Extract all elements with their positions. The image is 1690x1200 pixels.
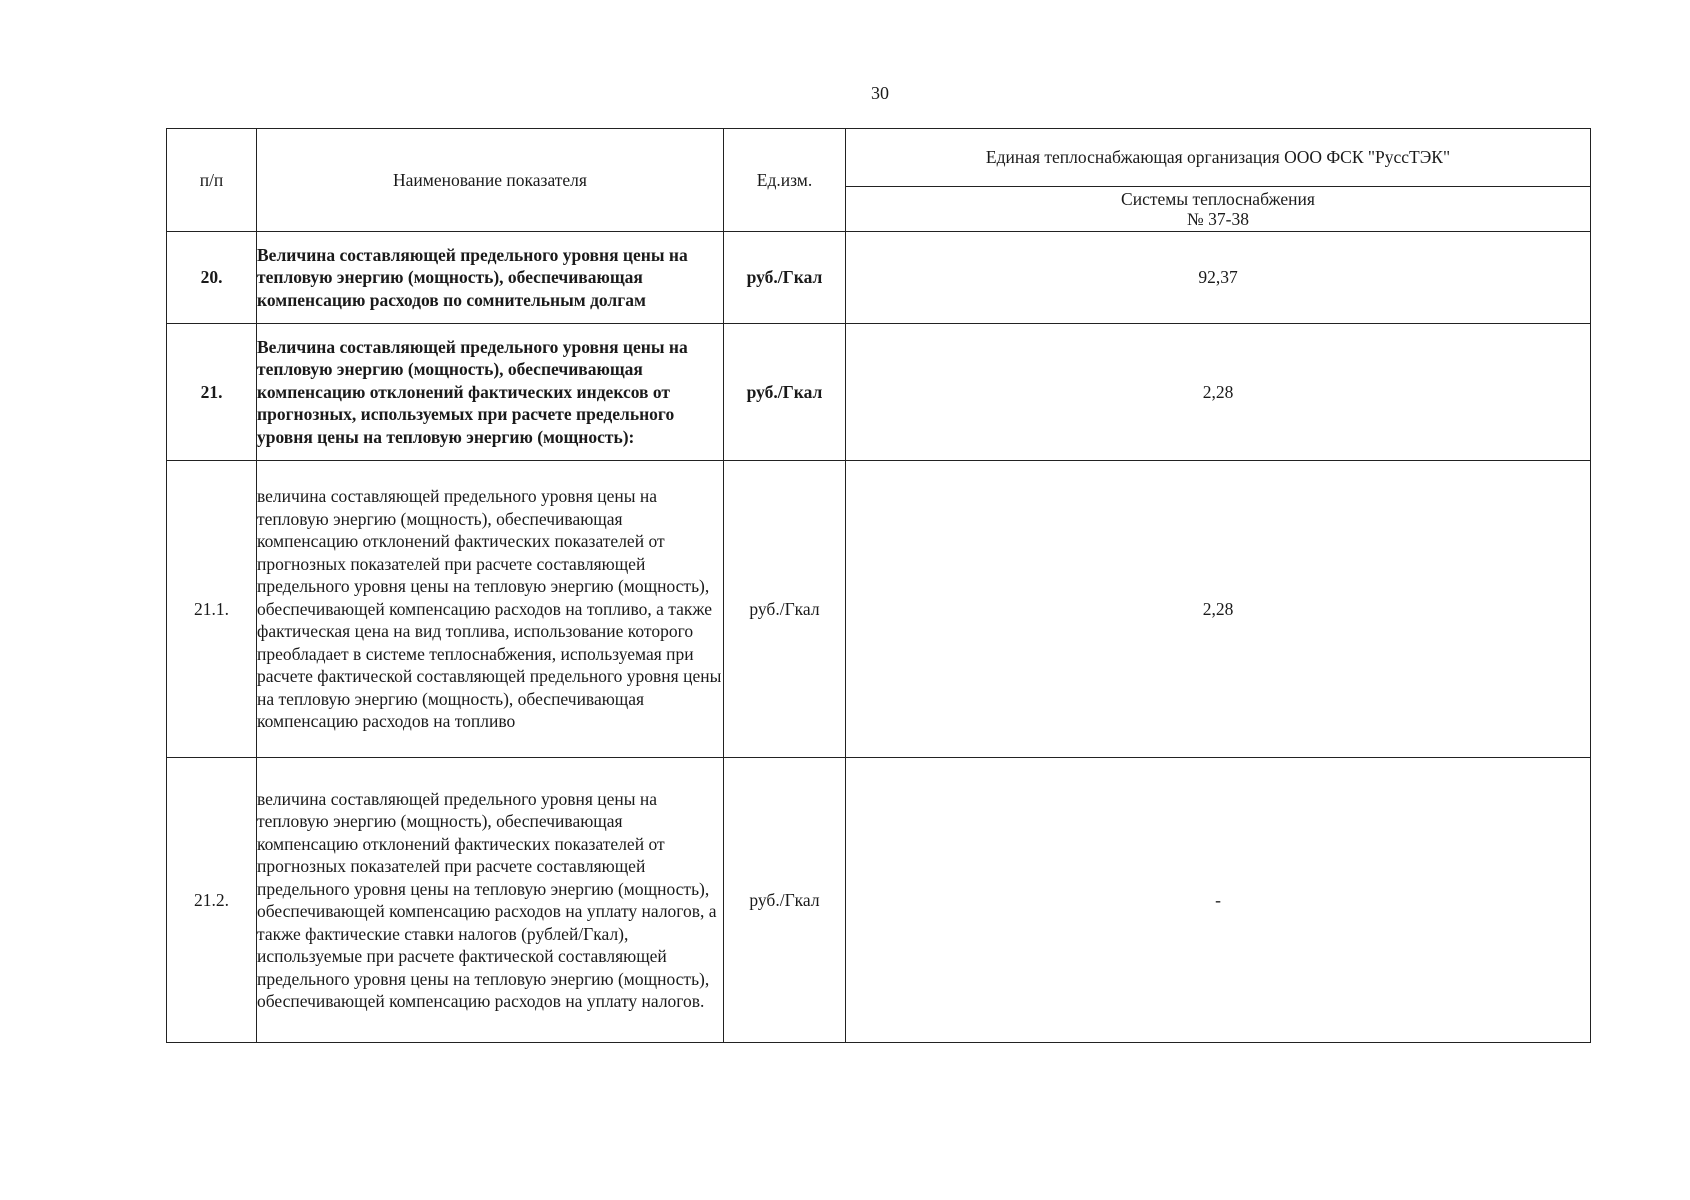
header-unit: Ед.изм. [724,129,846,232]
table-row [167,461,1591,758]
row-name: Величина составляющей предельного уровня цены на тепловую энергию (мощность), обеспечивающая компенсацию отклонений фактических индексов от прогнозных, используемых при расчете предельного уровня цены на тепловую энергию (мощность): [257,324,724,461]
row-unit: руб./Гкал [724,758,846,1043]
row-number: 21.2. [167,758,257,1043]
row-number: 21. [167,324,257,461]
row-value: 2,28 [846,324,1591,461]
indicators-table [166,128,1591,1043]
header-organization: Единая теплоснабжающая организация ООО ФСК "РуссТЭК" [846,129,1591,187]
table-row [167,758,1591,1043]
row-value: 2,28 [846,461,1591,758]
row-value: - [846,758,1591,1043]
row-unit: руб./Гкал [724,461,846,758]
table-row [167,324,1591,461]
row-name: величина составляющей предельного уровня цены на тепловую энергию (мощность), обеспечивающая компенсацию отклонений фактических показателей от прогнозных показателей при расчете составляющей предельного уровня цены на тепловую энергию (мощность), обеспечивающей компенсацию расходов на уплату налогов, а также фактические ставки налогов (рублей/Гкал), используемые при расчете фактической составляющей предельного уровня цены на тепловую энергию (мощность), обеспечивающей компенсацию расходов на уплату налогов. [257,758,724,1043]
row-number: 20. [167,232,257,324]
row-number: 21.1. [167,461,257,758]
header-systems-line1: Системы теплоснабжения [1121,188,1315,209]
row-name: Величина составляющей предельного уровня цены на тепловую энергию (мощность), обеспечивающая компенсацию расходов по сомнительным долгам [257,232,724,324]
header-num: п/п [167,129,257,232]
row-unit: руб./Гкал [724,232,846,324]
table-header [167,129,1591,232]
row-unit: руб./Гкал [724,324,846,461]
header-systems [846,186,1591,231]
page-number: 30 [871,83,889,103]
row-name: величина составляющей предельного уровня цены на тепловую энергию (мощность), обеспечивающая компенсацию отклонений фактических показателей от прогнозных показателей при расчете составляющей предельного уровня цены на тепловую энергию (мощность), обеспечивающей компенсацию расходов на топливо, а также фактическая цена на вид топлива, использование которого преобладает в системе теплоснабжения, используемая при расчете фактической составляющей предельного уровня цены на тепловую энергию (мощность), обеспечивающая компенсацию расходов на топливо [257,461,724,758]
table-row [167,232,1591,324]
header-name: Наименование показателя [257,129,724,232]
row-value: 92,37 [846,232,1591,324]
header-systems-line2: № 37-38 [1187,208,1249,229]
